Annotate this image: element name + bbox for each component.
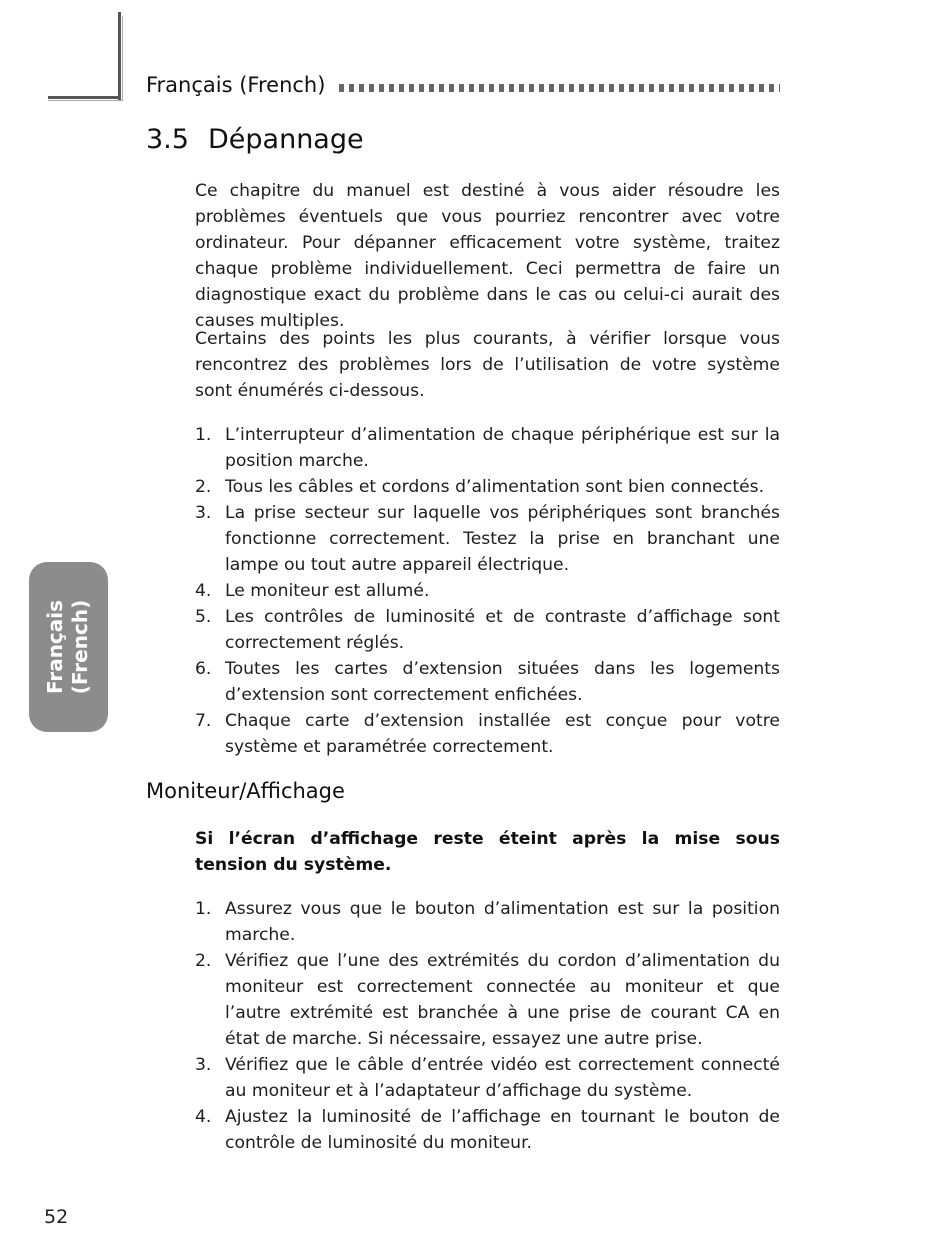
page-number: 52 [44, 1206, 69, 1228]
list-number: 6. [195, 659, 212, 679]
list-number: 5. [195, 607, 212, 627]
monitor-steps-list [195, 896, 780, 1156]
list-item-text: Vérifiez que l’une des extrémités du cordon d’alimentation du moniteur est correctement connectée au moniteur et que l’autre extrémité est branchée à une prise de courant CA en état de marche. Si nécessaire, essayez une autre prise. [225, 951, 780, 1049]
list-item-text: Tous les câbles et cordons d’alimentation sont bien connectés. [225, 477, 765, 497]
section-title-text: Dépannage [208, 124, 364, 155]
list-number: 7. [195, 711, 212, 731]
list-item-text: Toutes les cartes d’extension situées dans les logements d’extension sont correctement enfichées. [225, 659, 780, 705]
checklist-item [195, 604, 780, 656]
language-side-tab-label [44, 600, 94, 694]
list-number: 2. [195, 951, 212, 971]
list-item-text: Ajustez la luminosité de l’affichage en tournant le bouton de contrôle de luminosité du moniteur. [225, 1107, 780, 1153]
checklist-item [195, 422, 780, 474]
checklist-item [195, 578, 780, 604]
monitor-step [195, 896, 780, 948]
list-item-text: L’interrupteur d’alimentation de chaque périphérique est sur la position marche. [225, 425, 780, 471]
list-number: 1. [195, 899, 212, 919]
list-number: 3. [195, 503, 212, 523]
list-number: 2. [195, 477, 212, 497]
checklist-item [195, 474, 780, 500]
monitor-step [195, 1104, 780, 1156]
problem-statement: Si l’écran d’affichage reste éteint après la mise sous tension du système. [195, 829, 780, 875]
list-number: 1. [195, 425, 212, 445]
list-item-text: La prise secteur sur laquelle vos périphériques sont branchés fonctionne correctement. Testez la prise en branchant une lampe ou tout autre appareil électrique. [225, 503, 780, 575]
corner-crop-mark-horizontal-shadow [48, 100, 123, 101]
corner-crop-mark-vertical-shadow [122, 16, 123, 100]
corner-crop-mark-vertical [118, 12, 121, 100]
checklist-item [195, 656, 780, 708]
running-header-title: Français (French) [146, 73, 326, 97]
running-header [146, 70, 780, 100]
checklist [195, 422, 780, 760]
side-tab-line-2: (French) [68, 599, 93, 695]
section-title [146, 124, 364, 155]
list-number: 3. [195, 1055, 212, 1075]
intro-paragraph-2: Certains des points les plus courants, à vérifier lorsque vous rencontrez des problèmes lors de l’utilisation de votre système sont énumérés ci-dessous. [195, 329, 780, 401]
list-item-text: Assurez vous que le bouton d’alimentation est sur la position marche. [225, 899, 780, 945]
corner-crop-mark-horizontal [48, 96, 121, 99]
monitor-step [195, 1052, 780, 1104]
list-number: 4. [195, 1107, 212, 1127]
side-tab-line-1: Français [43, 599, 68, 695]
list-item-text: Chaque carte d’extension installée est conçue pour votre système et paramétrée correctement. [225, 711, 780, 757]
monitor-step [195, 948, 780, 1052]
language-side-tab [29, 562, 108, 732]
list-item-text: Les contrôles de luminosité et de contraste d’affichage sont correctement réglés. [225, 607, 780, 653]
section-number: 3.5 [146, 124, 189, 155]
checklist-item [195, 500, 780, 578]
running-header-dot-leader [339, 84, 780, 92]
list-item-text: Le moniteur est allumé. [225, 581, 430, 601]
checklist-item [195, 708, 780, 760]
list-item-text: Vérifiez que le câble d’entrée vidéo est correctement connecté au moniteur et à l’adaptateur d’affichage du système. [225, 1055, 780, 1101]
subsection-heading: Moniteur/Affichage [146, 779, 345, 803]
list-number: 4. [195, 581, 212, 601]
intro-paragraph-1: Ce chapitre du manuel est destiné à vous aider résoudre les problèmes éventuels que vous pourriez rencontrer avec votre ordinateur. Pour dépanner efficacement votre système, traitez chaque problème individuellement. Ceci permettra de faire un diagnostique exact du problème dans le cas ou celui-ci aurait des causes multiples. [195, 181, 780, 331]
